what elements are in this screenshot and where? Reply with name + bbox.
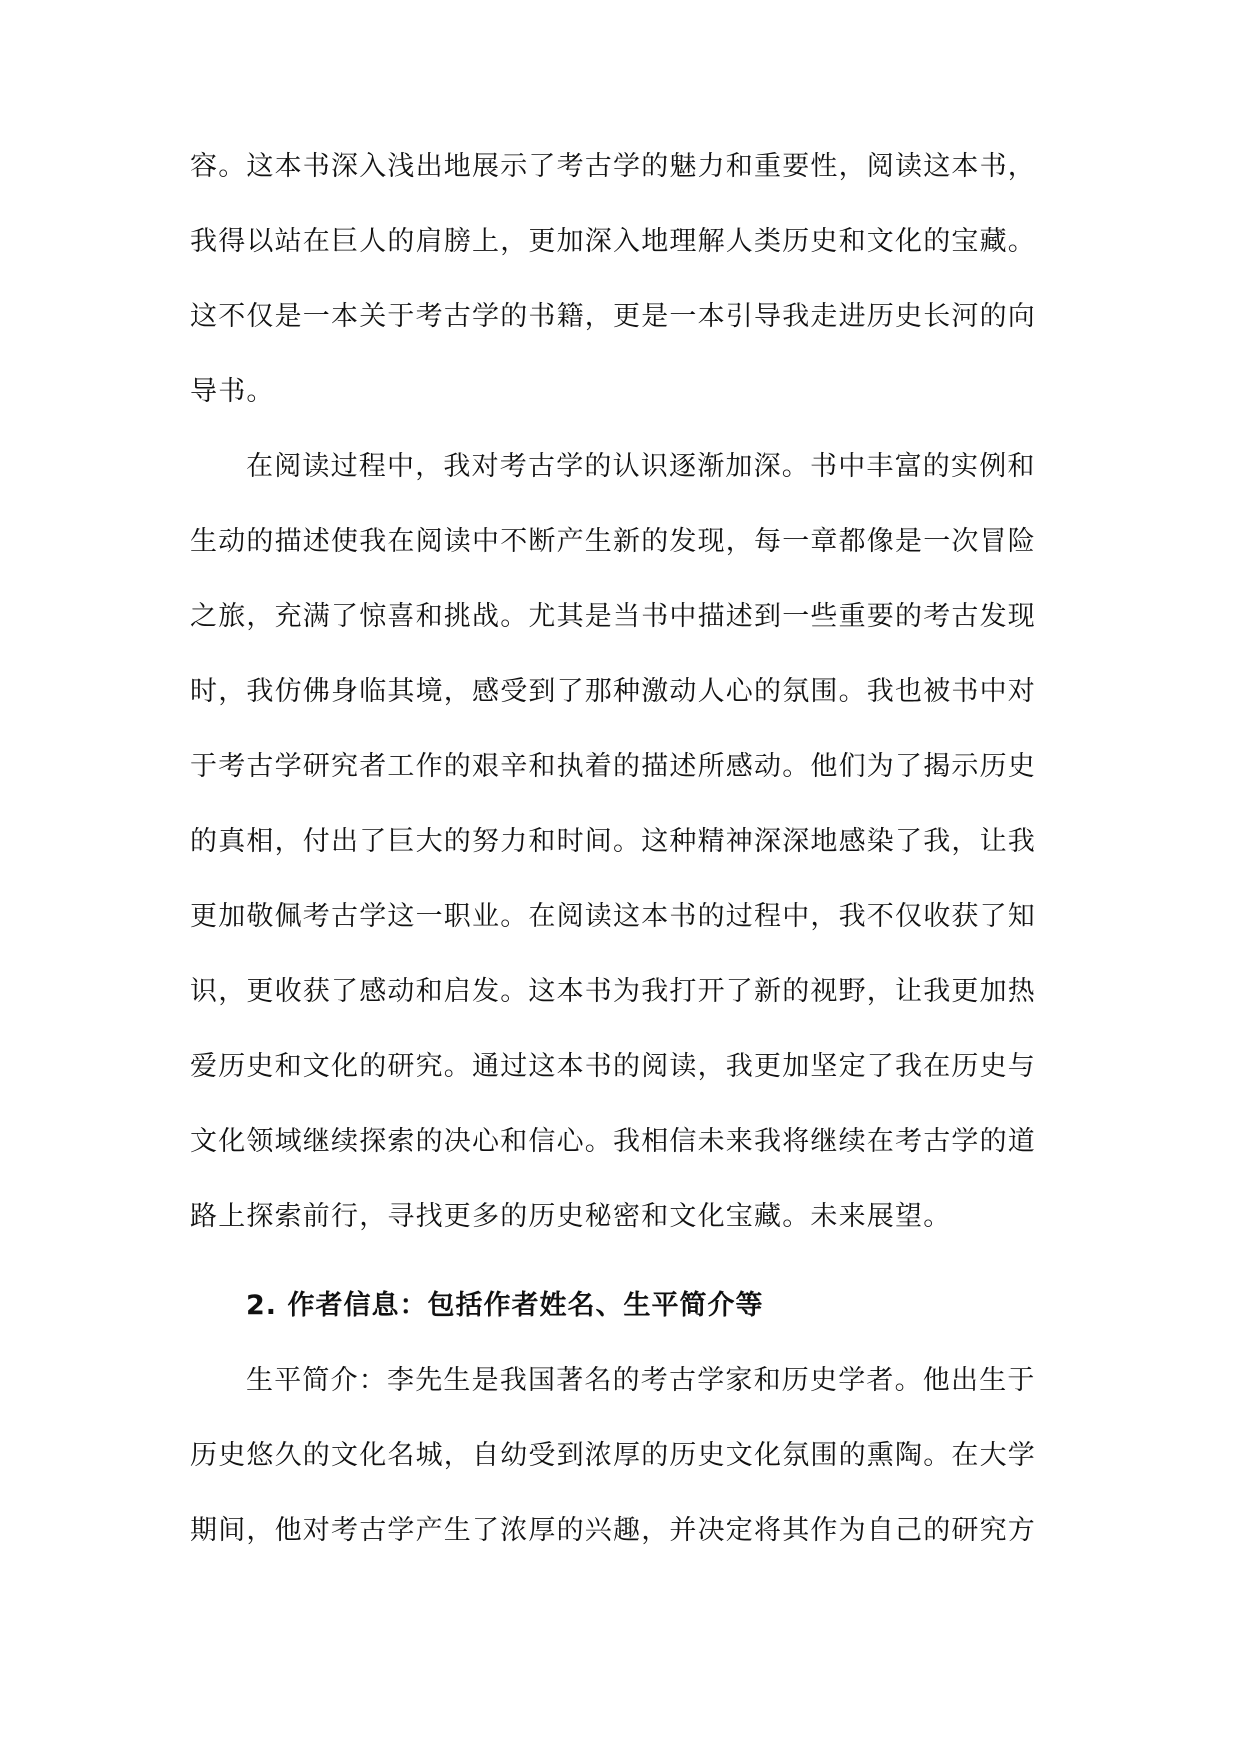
- paragraph-line: 生平简介：李先生是我国著名的考古学家和历史学者。他出生于: [246, 1365, 1036, 1396]
- paragraph-line: 导书。: [190, 376, 275, 407]
- section-spacer: [190, 1261, 1060, 1275]
- paragraph-line: 这不仅是一本关于考古学的书籍，更是一本引导我走进历史长河的向: [190, 301, 1036, 332]
- paragraph-line: 文化领域继续探索的决心和信心。我相信未来我将继续在考古学的道: [190, 1126, 1036, 1157]
- paragraph-line: 的真相，付出了巨大的努力和时间。这种精神深深地感染了我，让我: [190, 826, 1036, 857]
- paragraph-line: 我得以站在巨人的肩膀上，更加深入地理解人类历史和文化的宝藏。: [190, 226, 1036, 257]
- document-body: [190, 136, 1060, 1575]
- paragraph-line: 爱历史和文化的研究。通过这本书的阅读，我更加坚定了我在历史与: [190, 1051, 1036, 1082]
- paragraph-line: 识，更收获了感动和启发。这本书为我打开了新的视野，让我更加热: [190, 976, 1036, 1007]
- paragraph-line: 在阅读过程中，我对考古学的认识逐渐加深。书中丰富的实例和: [246, 451, 1036, 482]
- paragraph-line: 历史悠久的文化名城，自幼受到浓厚的历史文化氛围的熏陶。在大学: [190, 1440, 1036, 1471]
- paragraph-line: 于考古学研究者工作的艰辛和执着的描述所感动。他们为了揭示历史: [190, 751, 1036, 782]
- paragraph-1: [190, 136, 1060, 436]
- paragraph-line: 之旅，充满了惊喜和挑战。尤其是当书中描述到一些重要的考古发现: [190, 601, 1036, 632]
- paragraph-line: 生动的描述使我在阅读中不断产生新的发现，每一章都像是一次冒险: [190, 526, 1036, 557]
- paragraph-line: 时，我仿佛身临其境，感受到了那种激动人心的氛围。我也被书中对: [190, 676, 1036, 707]
- paragraph-line: 容。这本书深入浅出地展示了考古学的魅力和重要性，阅读这本书，: [190, 151, 1036, 182]
- paragraph-line: 路上探索前行，寻找更多的历史秘密和文化宝藏。未来展望。: [190, 1201, 952, 1232]
- section-heading: 2. 作者信息：包括作者姓名、生平简介等: [246, 1290, 764, 1321]
- paragraph-line: 更加敬佩考古学这一职业。在阅读这本书的过程中，我不仅收获了知: [190, 901, 1036, 932]
- paragraph-2: [190, 436, 1060, 1261]
- paragraph-3: [190, 1350, 1060, 1575]
- paragraph-line: 期间，他对考古学产生了浓厚的兴趣，并决定将其作为自己的研究方: [190, 1515, 1036, 1546]
